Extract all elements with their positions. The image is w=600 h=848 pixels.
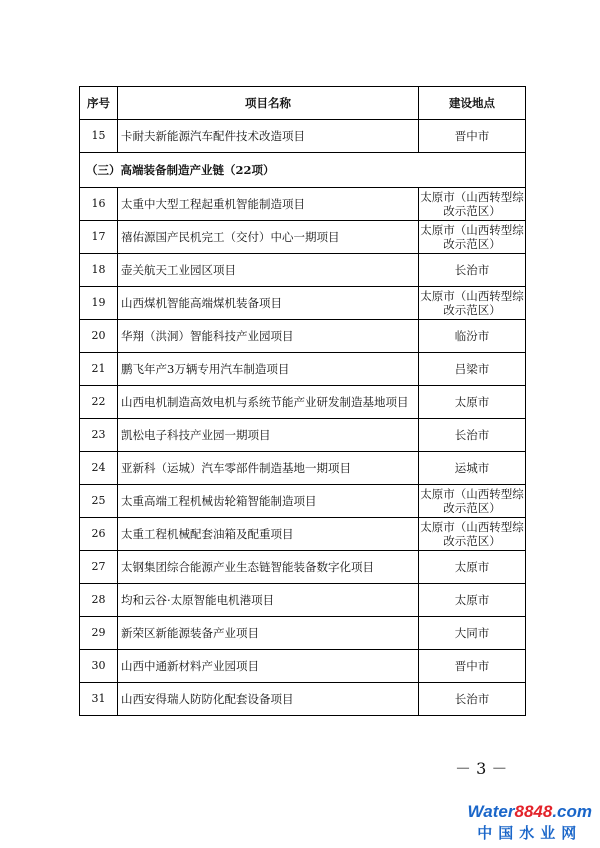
row-name: 太重工程机械配套油箱及配重项目 [118, 518, 419, 551]
watermark-brand-c: .com [552, 802, 592, 821]
table-row [80, 683, 526, 716]
row-no: 22 [80, 386, 118, 419]
row-no: 16 [80, 188, 118, 221]
table-row [80, 386, 526, 419]
row-no: 18 [80, 254, 118, 287]
row-location: 太原市（山西转型综改示范区） [419, 518, 526, 551]
row-name: 均和云谷·太原智能电机港项目 [118, 584, 419, 617]
row-no: 31 [80, 683, 118, 716]
row-location: 太原市（山西转型综改示范区） [419, 485, 526, 518]
section-title: （三）高端装备制造产业链（22项） [80, 153, 526, 188]
table-row [80, 120, 526, 153]
table-row [80, 584, 526, 617]
row-no: 27 [80, 551, 118, 584]
section-row [80, 153, 526, 188]
row-location: 晋中市 [419, 120, 526, 153]
header-no: 序号 [80, 87, 118, 120]
watermark-logo [468, 803, 592, 843]
row-name: 太重高端工程机械齿轮箱智能制造项目 [118, 485, 419, 518]
table-row [80, 485, 526, 518]
table-row [80, 353, 526, 386]
watermark-brand-b: 8848 [514, 802, 553, 821]
table-header-row [80, 87, 526, 120]
row-name: 山西中通新材料产业园项目 [118, 650, 419, 683]
row-no: 17 [80, 221, 118, 254]
row-location: 太原市 [419, 584, 526, 617]
table-row [80, 452, 526, 485]
row-location: 太原市（山西转型综改示范区） [419, 287, 526, 320]
row-name: 凯松电子科技产业园一期项目 [118, 419, 419, 452]
row-no: 15 [80, 120, 118, 153]
row-location: 太原市（山西转型综改示范区） [419, 221, 526, 254]
table-row [80, 419, 526, 452]
row-name: 太重中大型工程起重机智能制造项目 [118, 188, 419, 221]
row-location: 长治市 [419, 254, 526, 287]
row-location: 长治市 [419, 683, 526, 716]
header-location: 建设地点 [419, 87, 526, 120]
row-no: 21 [80, 353, 118, 386]
header-name: 项目名称 [118, 87, 419, 120]
row-no: 26 [80, 518, 118, 551]
row-name: 禧佑源国产民机完工（交付）中心一期项目 [118, 221, 419, 254]
table-row [80, 287, 526, 320]
row-name: 壶关航天工业园区项目 [118, 254, 419, 287]
row-location: 太原市 [419, 551, 526, 584]
row-location: 太原市（山西转型综改示范区） [419, 188, 526, 221]
table-row [80, 650, 526, 683]
table-row [80, 518, 526, 551]
row-no: 19 [80, 287, 118, 320]
watermark-cn: 中国水业网 [477, 825, 583, 842]
row-location: 运城市 [419, 452, 526, 485]
table-row [80, 221, 526, 254]
row-no: 30 [80, 650, 118, 683]
row-location: 吕梁市 [419, 353, 526, 386]
row-no: 28 [80, 584, 118, 617]
row-name: 太钢集团综合能源产业生态链智能装备数字化项目 [118, 551, 419, 584]
table-row [80, 320, 526, 353]
row-name: 鹏飞年产3万辆专用汽车制造项目 [118, 353, 419, 386]
row-name: 山西安得瑞人防防化配套设备项目 [118, 683, 419, 716]
row-location: 太原市 [419, 386, 526, 419]
row-location: 临汾市 [419, 320, 526, 353]
watermark-brand-a: Water [467, 802, 515, 821]
row-no: 23 [80, 419, 118, 452]
row-location: 晋中市 [419, 650, 526, 683]
row-no: 25 [80, 485, 118, 518]
row-no: 29 [80, 617, 118, 650]
table-row [80, 617, 526, 650]
page-number: － 3 － [455, 759, 508, 778]
row-name: 山西煤机智能高端煤机装备项目 [118, 287, 419, 320]
row-name: 新荣区新能源装备产业项目 [118, 617, 419, 650]
table-row [80, 188, 526, 221]
table-row [80, 254, 526, 287]
project-table [79, 86, 526, 716]
row-location: 长治市 [419, 419, 526, 452]
row-name: 卡耐夫新能源汽车配件技术改造项目 [118, 120, 419, 153]
row-no: 24 [80, 452, 118, 485]
row-name: 华翔（洪洞）智能科技产业园项目 [118, 320, 419, 353]
row-name: 亚新科（运城）汽车零部件制造基地一期项目 [118, 452, 419, 485]
row-no: 20 [80, 320, 118, 353]
table-row [80, 551, 526, 584]
row-location: 大同市 [419, 617, 526, 650]
row-name: 山西电机制造高效电机与系统节能产业研发制造基地项目 [118, 386, 419, 419]
